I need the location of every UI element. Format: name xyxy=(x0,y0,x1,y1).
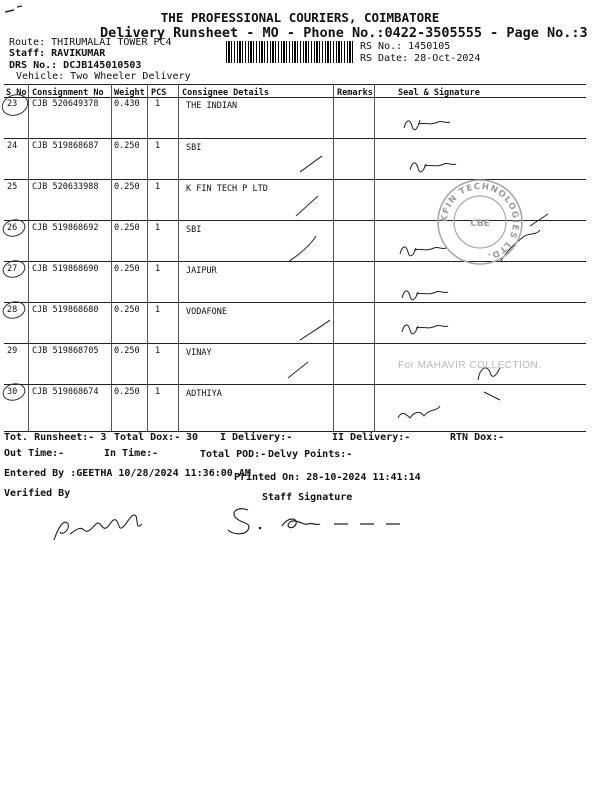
row-consignment-no: CJB 519868692 xyxy=(32,223,99,233)
entered-by: Entered By :GEETHA 10/28/2024 11:36:00 AM xyxy=(4,468,251,479)
total-pod-label: Total POD:- xyxy=(200,449,267,460)
row-consignment-no: CJB 520633988 xyxy=(32,182,99,192)
row-sno: 25 xyxy=(7,182,18,192)
row-pcs: 1 xyxy=(155,141,161,151)
rs-number: RS No.: 1450105 xyxy=(360,41,451,52)
tot-runsheet: Tot. Runsheet:- 3 xyxy=(4,432,107,443)
total-dox-value: 30 xyxy=(186,432,199,443)
row-weight: 0.430 xyxy=(114,99,140,109)
col-header-seal-signature: Seal & Signature xyxy=(398,88,480,98)
row-sno: 28 xyxy=(7,305,18,315)
row-weight: 0.250 xyxy=(114,346,140,356)
row-sno: 30 xyxy=(7,387,18,397)
row-sno: 23 xyxy=(7,99,18,109)
row-consignee: THE INDIAN xyxy=(186,101,238,111)
runsheet-title: Delivery Runsheet - MO - Phone No.:0422-3505555 - Page No.:3 xyxy=(100,25,588,41)
out-time-label: Out Time:- xyxy=(4,448,65,459)
verified-by-signature xyxy=(50,500,160,554)
printed-on: Printed On: 28-10-2024 11:41:14 xyxy=(234,472,421,483)
route-text: Route: THIRUMALAI TOWER PC4 xyxy=(9,37,172,48)
row-sno: 24 xyxy=(7,141,18,151)
row-consignee: SBI xyxy=(186,225,202,235)
staff-text: Staff: RAVIKUMAR xyxy=(9,48,106,59)
row-pcs: 1 xyxy=(155,223,161,233)
row-consignment-no: CJB 519868687 xyxy=(32,141,99,151)
company-name: THE PROFESSIONAL COURIERS, COIMBATORE xyxy=(160,10,440,25)
row-weight: 0.250 xyxy=(114,305,140,315)
row-pcs: 1 xyxy=(155,346,161,356)
ii-delivery-label: II Delivery:- xyxy=(332,432,411,443)
row-pcs: 1 xyxy=(155,264,161,274)
row-consignment-no: CJB 519868674 xyxy=(32,387,99,397)
row-consignee: ADTHIYA xyxy=(186,389,222,399)
row-sno: 26 xyxy=(7,223,18,233)
i-delivery-label: I Delivery:- xyxy=(220,432,293,443)
staff-signature-label: Staff Signature xyxy=(262,492,353,503)
in-time-label: In Time:- xyxy=(104,448,159,459)
row-sno: 29 xyxy=(7,346,18,356)
row-weight: 0.250 xyxy=(114,264,140,274)
row-pcs: 1 xyxy=(155,182,161,192)
staff-signature xyxy=(224,502,424,546)
row-consignment-no: CJB 519868705 xyxy=(32,346,99,356)
svg-text:KFIN TECHNOLOGIES LTD.: KFIN TECHNOLOGIES LTD. xyxy=(439,181,521,262)
row-consignee: VODAFONE xyxy=(186,307,227,317)
row-consignment-no: CJB 519868690 xyxy=(32,264,99,274)
verified-by-label: Verified By xyxy=(4,488,71,499)
col-header-remarks: Remarks xyxy=(337,88,373,98)
row-weight: 0.250 xyxy=(114,223,140,233)
rs-date: RS Date: 28-Oct-2024 xyxy=(360,53,481,64)
row-consignee: VINAY xyxy=(186,348,212,358)
row-pcs: 1 xyxy=(155,305,161,315)
svg-text:CBE: CBE xyxy=(470,219,490,229)
rtn-dox-label: RTN Dox:- xyxy=(450,432,505,443)
row-consignment-no: CJB 520649378 xyxy=(32,99,99,109)
row-consignment-no: CJB 519868680 xyxy=(32,305,99,315)
row-sno: 27 xyxy=(7,264,18,274)
drs-number: DRS No.: DCJB145010503 xyxy=(9,60,142,71)
row-consignee: SBI xyxy=(186,143,202,153)
vehicle-text: Vehicle: Two Wheeler Delivery xyxy=(16,71,191,82)
company-seal-stamp xyxy=(434,176,526,268)
col-header-sno: S No xyxy=(6,88,27,98)
row-pcs: 1 xyxy=(155,99,161,109)
total-dox-label: Total Dox:- xyxy=(114,432,181,443)
delvy-points-label: Delvy Points:- xyxy=(268,449,353,460)
col-header-weight: Weight xyxy=(114,88,145,98)
row-weight: 0.250 xyxy=(114,182,140,192)
row-pcs: 1 xyxy=(155,387,161,397)
col-header-consignment: Consignment No xyxy=(32,88,104,98)
barcode-image xyxy=(226,41,354,63)
row-weight: 0.250 xyxy=(114,141,140,151)
col-header-consignee: Consignee Details xyxy=(182,88,269,98)
row-consignee: JAIPUR xyxy=(186,266,217,276)
row-consignee: K FIN TECH P LTD xyxy=(186,184,268,194)
col-header-pcs: PCS xyxy=(151,88,167,98)
row-weight: 0.250 xyxy=(114,387,140,397)
faded-stamp-text: For MAHAVIR COLLECTION. xyxy=(398,360,542,371)
